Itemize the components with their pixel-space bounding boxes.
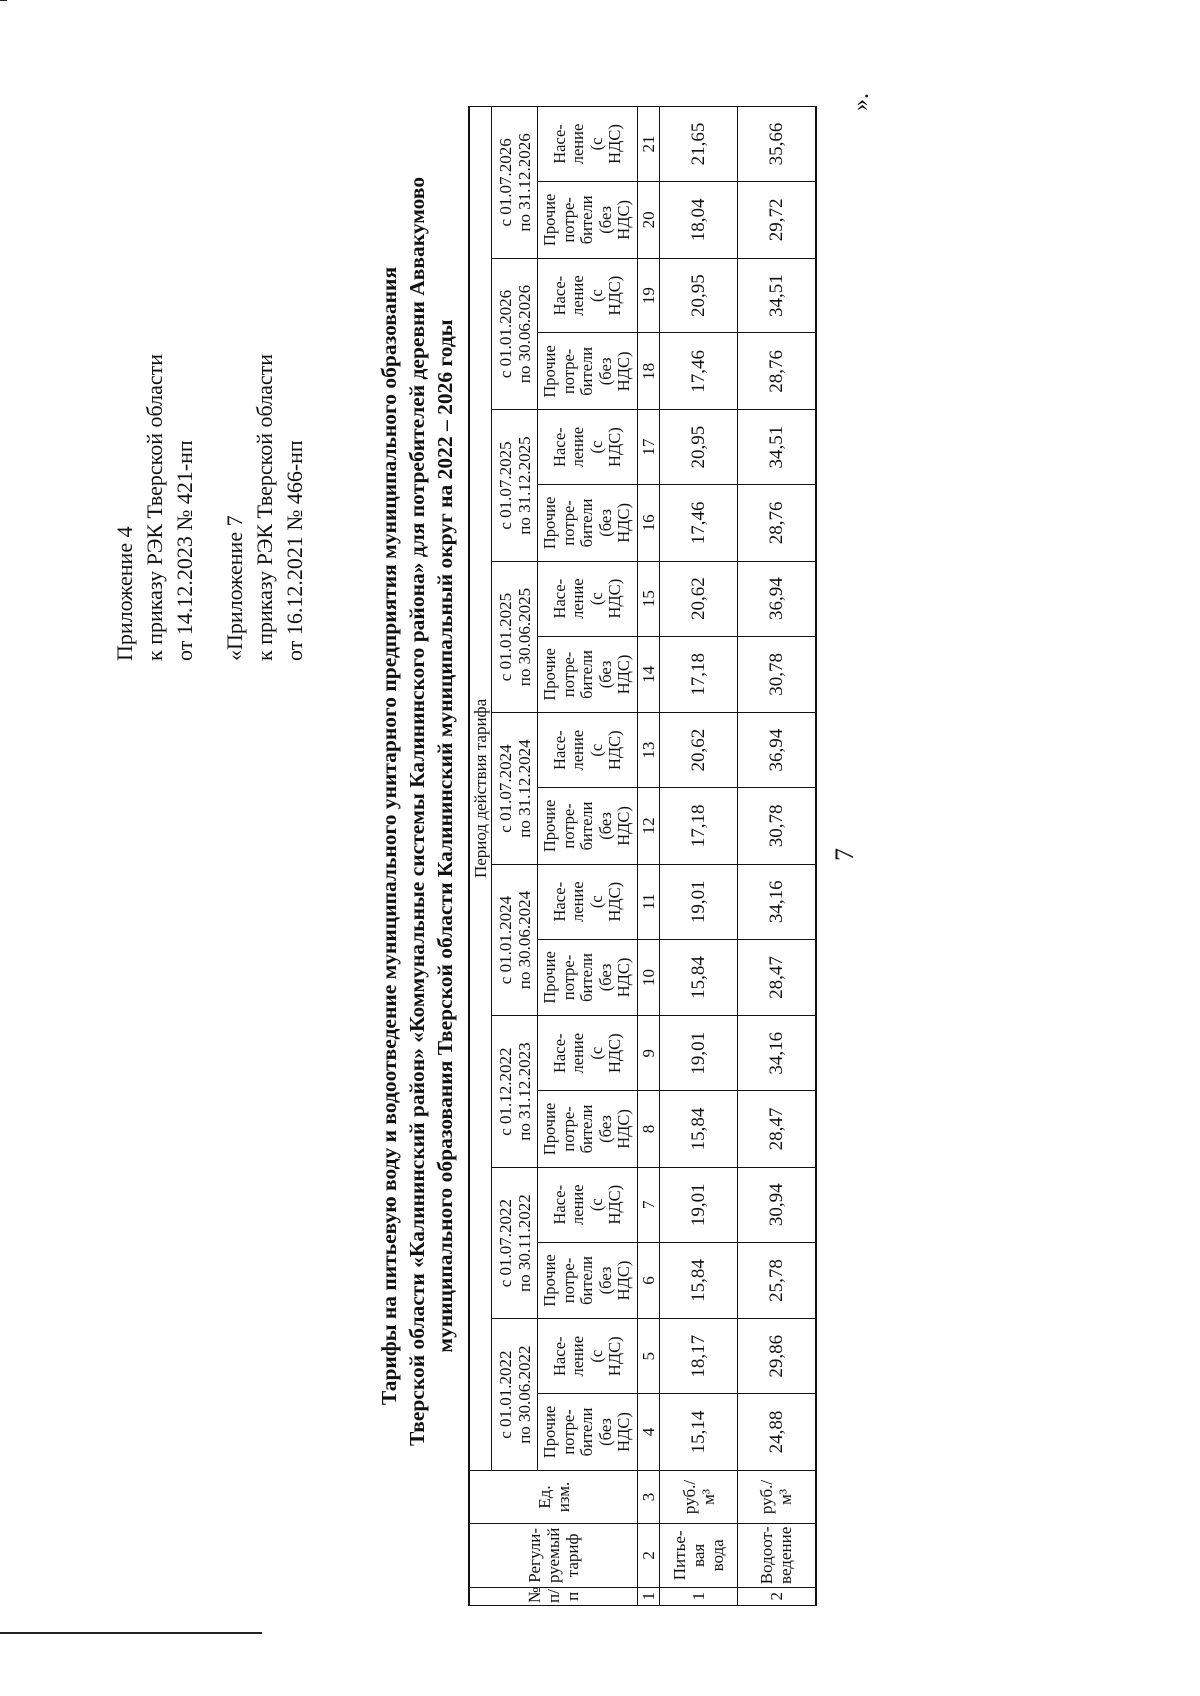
subheader-population: Насе- ление (с НДС) (538, 864, 638, 939)
tariff-value: 24,88 (738, 1394, 816, 1471)
appendix-current-line: Приложение 4 (112, 526, 137, 661)
subheader-others: Прочие потре- бители (без НДС) (538, 636, 638, 713)
header-unit: Ед. изм. (469, 1470, 638, 1523)
subheader-others: Прочие потре- бители (без НДС) (538, 788, 638, 865)
column-number: 9 (638, 1016, 660, 1091)
document-title-line: муниципального образования Тверской области Калининский муниципальный округ на 2022 – 2026 годы (433, 319, 457, 1353)
table-row (738, 107, 816, 1606)
appendix-original (220, 354, 310, 661)
subheader-others: Прочие потре- бители (без НДС) (538, 939, 638, 1016)
subheader-population: Насе- ление (с НДС) (538, 410, 638, 485)
period-header: с 01.07.2026 по 31.12.2026 (492, 107, 538, 259)
column-number: 11 (638, 864, 660, 939)
header-row-dates (492, 107, 538, 1606)
tariff-value: 17,46 (660, 485, 738, 562)
document-title-line: Тверской области «Калининский район» «Коммунальные системы Калининского района» для потребителей деревни Аввакумово (405, 176, 429, 1446)
tariff-value: 20,95 (660, 258, 738, 333)
subheader-population: Насе- ление (с НДС) (538, 1167, 638, 1242)
column-number: 14 (638, 636, 660, 713)
tariff-value: 30,78 (738, 636, 816, 713)
column-number-row (638, 107, 660, 1606)
column-number: 2 (638, 1524, 660, 1587)
column-number: 8 (638, 1091, 660, 1168)
column-number: 21 (638, 107, 660, 182)
column-number: 12 (638, 788, 660, 865)
tariff-value: 36,94 (738, 561, 816, 636)
tariff-value: 28,76 (738, 333, 816, 410)
tariff-value: 18,04 (660, 181, 738, 258)
appendix-current-line: от 14.12.2023 № 421-нп (172, 440, 197, 661)
period-header: с 01.12.2022 по 31.12.2023 (492, 1016, 538, 1168)
tariff-value: 19,01 (660, 1167, 738, 1242)
tariff-value: 18,17 (660, 1319, 738, 1394)
tariff-value: 20,95 (660, 410, 738, 485)
tariff-value: 17,18 (660, 788, 738, 865)
appendix-current-line: к приказу РЭК Тверской области (142, 353, 167, 661)
column-number: 1 (638, 1587, 660, 1605)
tariff-value: 28,47 (738, 939, 816, 1016)
header-number: № п/ п (469, 1587, 638, 1605)
header-tariff: Регули- руемый тариф (469, 1524, 638, 1587)
row-tariff-name: Питье- вая вода (660, 1524, 738, 1587)
row-number: 1 (660, 1587, 738, 1605)
tariff-table-body (469, 107, 816, 1606)
header-row-period (469, 107, 492, 1606)
tariff-value: 30,94 (738, 1167, 816, 1242)
subheader-others: Прочие потре- бители (без НДС) (538, 1242, 638, 1319)
period-header: с 01.07.2024 по 31.12.2024 (492, 713, 538, 865)
tariff-value: 28,47 (738, 1091, 816, 1168)
period-header: с 01.01.2026 по 30.06.2026 (492, 258, 538, 410)
tariff-value: 29,86 (738, 1319, 816, 1394)
table-row (660, 107, 738, 1606)
tariff-value: 35,66 (738, 107, 816, 182)
document-title (375, 176, 459, 1446)
tariff-value: 20,62 (660, 561, 738, 636)
column-number: 6 (638, 1242, 660, 1319)
subheader-population: Насе- ление (с НДС) (538, 258, 638, 333)
column-number: 16 (638, 485, 660, 562)
subheader-population: Насе- ление (с НДС) (538, 561, 638, 636)
appendix-current (110, 354, 200, 661)
tariff-value: 34,16 (738, 864, 816, 939)
subheader-population: Насе- ление (с НДС) (538, 1016, 638, 1091)
document-title-line: Тарифы на питьевую воду и водоотведение муниципального унитарного предприятия муниципального образования (377, 266, 401, 1406)
column-number: 7 (638, 1167, 660, 1242)
column-number: 5 (638, 1319, 660, 1394)
tariff-value: 15,84 (660, 1091, 738, 1168)
header-period: Период действия тарифа (469, 107, 492, 1471)
tariff-value: 19,01 (660, 864, 738, 939)
column-number: 13 (638, 713, 660, 788)
tariff-value: 34,51 (738, 410, 816, 485)
subheader-others: Прочие потре- бители (без НДС) (538, 181, 638, 258)
tariff-value: 21,65 (660, 107, 738, 182)
tariff-value: 34,16 (738, 1016, 816, 1091)
column-number: 3 (638, 1470, 660, 1523)
tariff-value: 29,72 (738, 181, 816, 258)
column-number: 4 (638, 1394, 660, 1471)
subheader-population: Насе- ление (с НДС) (538, 107, 638, 182)
subheader-others: Прочие потре- бители (без НДС) (538, 1091, 638, 1168)
page-number: 7 (830, 848, 859, 861)
period-header: с 01.01.2022 по 30.06.2022 (492, 1319, 538, 1471)
period-header: с 01.01.2024 по 30.06.2024 (492, 864, 538, 1016)
row-number: 2 (738, 1587, 816, 1605)
tariff-value: 30,78 (738, 788, 816, 865)
subheader-population: Насе- ление (с НДС) (538, 1319, 638, 1394)
header-row-categories (538, 107, 638, 1606)
period-header: с 01.07.2025 по 31.12.2025 (492, 410, 538, 562)
column-number: 18 (638, 333, 660, 410)
row-unit: руб./ м³ (660, 1470, 738, 1523)
tariff-value: 20,62 (660, 713, 738, 788)
appendix-original-line: «Приложение 7 (222, 515, 247, 661)
row-unit: руб./ м³ (738, 1470, 816, 1523)
tariff-table (468, 106, 817, 1606)
tariff-value: 36,94 (738, 713, 816, 788)
tariff-value: 28,76 (738, 485, 816, 562)
row-tariff-name: Водоот- ведение (738, 1524, 816, 1587)
subheader-population: Насе- ление (с НДС) (538, 713, 638, 788)
appendix-original-line: к приказу РЭК Тверской области (252, 353, 277, 661)
tariff-value: 25,78 (738, 1242, 816, 1319)
appendix-original-line: от 16.12.2021 № 466-нп (282, 440, 307, 661)
tariff-value: 15,14 (660, 1394, 738, 1471)
tariff-value: 15,84 (660, 1242, 738, 1319)
tariff-value: 34,51 (738, 258, 816, 333)
period-header: с 01.01.2025 по 30.06.2025 (492, 561, 538, 713)
period-header: с 01.07.2022 по 30.11.2022 (492, 1167, 538, 1319)
column-number: 17 (638, 410, 660, 485)
column-number: 19 (638, 258, 660, 333)
subheader-others: Прочие потре- бители (без НДС) (538, 485, 638, 562)
column-number: 10 (638, 939, 660, 1016)
tariff-value: 17,18 (660, 636, 738, 713)
tariff-value: 15,84 (660, 939, 738, 1016)
column-number: 20 (638, 181, 660, 258)
subheader-others: Прочие потре- бители (без НДС) (538, 1394, 638, 1471)
closing-mark: ». (848, 93, 874, 111)
tariff-value: 19,01 (660, 1016, 738, 1091)
subheader-others: Прочие потре- бители (без НДС) (538, 333, 638, 410)
column-number: 15 (638, 561, 660, 636)
tariff-value: 17,46 (660, 333, 738, 410)
